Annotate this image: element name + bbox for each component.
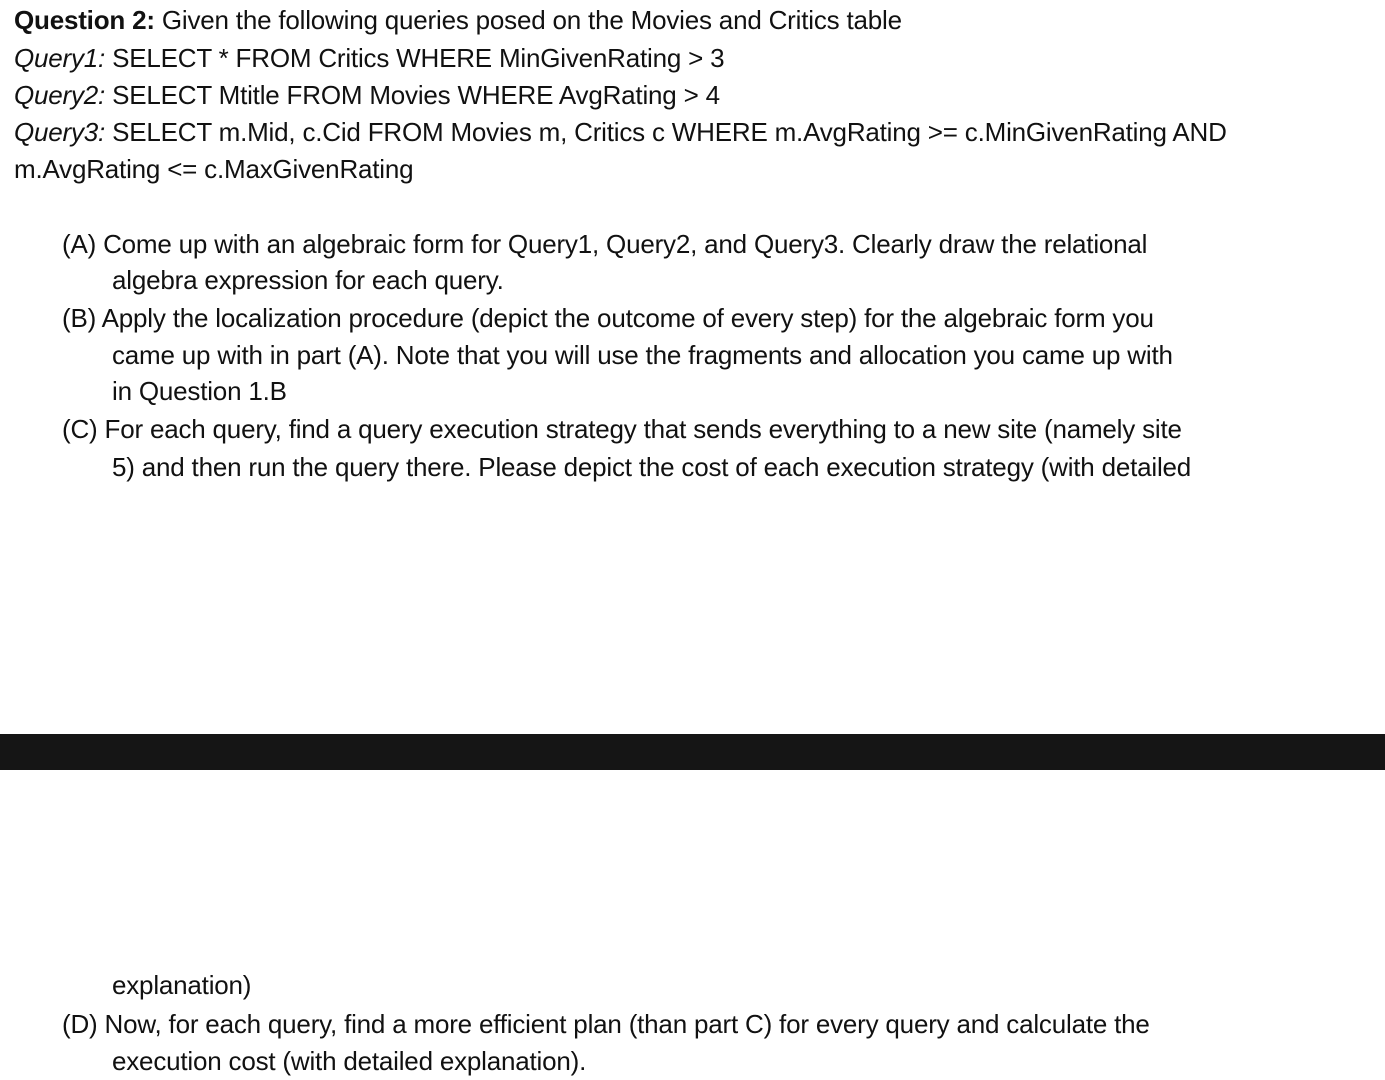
part-b-line2: came up with in part (A). Note that you will use the fragments and allocation you came up with [112,340,1173,370]
part-d-line2: execution cost (with detailed explanation). [112,1046,587,1076]
black-divider-band [0,734,1385,770]
part-b-line3: in Question 1.B [112,376,287,406]
query3-label: Query3: [14,117,106,147]
query1-line [14,41,724,75]
question-text: Given the following queries posed on the Movies and Critics table [154,5,902,35]
query2-line [14,78,720,112]
part-c-line3: explanation) [112,970,252,1000]
query3-continuation: m.AvgRating <= c.MaxGivenRating [14,154,414,184]
part-a-line2: algebra expression for each query. [112,265,504,295]
query1-label: Query1: [14,43,106,73]
part-c-line1: (C) For each query, find a query execution strategy that sends everything to a new site (namely site [62,414,1182,444]
part-c-line2: 5) and then run the query there. Please depict the cost of each execution strategy (with detailed [112,452,1192,482]
query3-text: SELECT m.Mid, c.Cid FROM Movies m, Critics c WHERE m.AvgRating >= c.MinGivenRating AND [105,117,1227,147]
query2-text: SELECT Mtitle FROM Movies WHERE AvgRating > 4 [105,80,720,110]
query2-label: Query2: [14,80,106,110]
query3-line [14,115,1227,149]
part-b-line1: (B) Apply the localization procedure (depict the outcome of every step) for the algebraic form you [62,303,1154,333]
question-label: Question 2: [14,5,155,35]
part-a-line1: (A) Come up with an algebraic form for Query1, Query2, and Query3. Clearly draw the relational [62,229,1148,259]
question-heading [14,3,902,37]
part-d-line1: (D) Now, for each query, find a more efficient plan (than part C) for every query and calculate the [62,1009,1150,1039]
query1-text: SELECT * FROM Critics WHERE MinGivenRating > 3 [105,43,725,73]
